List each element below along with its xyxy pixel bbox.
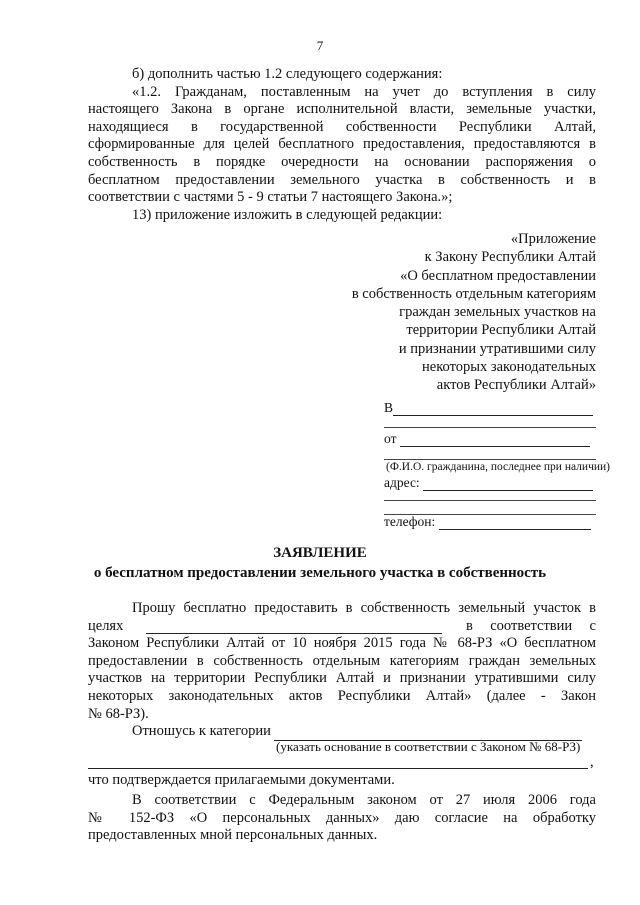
consent-line: В соответствии с Федеральным законом от 27 июля 2006 года xyxy=(132,792,596,808)
appendix-line: к Закону Республики Алтай xyxy=(424,249,596,266)
to-field[interactable] xyxy=(393,401,593,416)
from-row xyxy=(384,431,596,447)
appendix-line: «О бесплатном предоставлении xyxy=(400,267,596,284)
consent-line-last: предоставленных мной персональных данных. xyxy=(88,827,378,844)
to-field-line-2[interactable] xyxy=(384,427,596,428)
quote-line: «1.2. Гражданам, поставленным на учет до вступления в силу xyxy=(132,83,596,100)
phone-field[interactable] xyxy=(439,515,591,530)
item-13-line: 13) приложение изложить в следующей редакции: xyxy=(132,206,443,223)
to-label: В xyxy=(384,400,394,415)
purpose-field[interactable] xyxy=(146,618,442,634)
appendix-line: территории Республики Алтай xyxy=(406,322,596,339)
request-purpose-row xyxy=(88,618,596,636)
consent-paragraph xyxy=(88,792,596,845)
request-line: Законом Республики Алтай от 10 ноября 2015 года № 68-РЗ «О бесплатном xyxy=(88,635,596,652)
request-line: Прошу бесплатно предоставить в собственность земельный участок в xyxy=(132,600,596,616)
request-line: участков на территории Республики Алтай и признании утратившими силу xyxy=(88,670,596,687)
phone-label: телефон: xyxy=(384,514,436,529)
request-line: предоставлении в собственность отдельным категориям граждан земельных xyxy=(88,652,596,669)
quote-line: настоящего Закона в органе исполнительной власти, земельные участки, xyxy=(88,101,596,118)
appendix-line: граждан земельных участков на xyxy=(399,304,596,321)
appendix-line: в собственность отдельным категориям xyxy=(351,285,596,302)
category-row xyxy=(88,723,596,741)
appendix-line: «Приложение xyxy=(510,231,596,247)
address-row xyxy=(384,475,596,491)
quoted-part-1-2 xyxy=(88,84,596,207)
to-row xyxy=(384,400,596,416)
request-line-last: № 68-РЗ). xyxy=(88,705,149,722)
appendix-line: некоторых законодательных xyxy=(422,359,596,376)
phone-row xyxy=(384,514,596,530)
consent-line: № 152-ФЗ «О персональных данных» даю согласие на обработку xyxy=(88,809,596,826)
category-caption: (указать основание в соответствии с Законом № 68-РЗ) xyxy=(276,739,581,754)
confirm-line: что подтверждается прилагаемыми документами. xyxy=(88,772,395,788)
application-subtitle: о бесплатном предоставлении земельного участка в собственность xyxy=(93,565,547,581)
purpose-label: целях xyxy=(88,617,124,634)
category-field-line-2[interactable] xyxy=(88,768,588,769)
appendix-line: актов Республики Алтай» xyxy=(436,377,596,394)
intro-block xyxy=(88,66,596,224)
application-title: ЗАЯВЛЕНИЕ xyxy=(273,545,367,561)
from-field-line-2[interactable] xyxy=(384,459,596,460)
request-paragraph xyxy=(88,600,596,723)
from-field[interactable] xyxy=(400,432,590,447)
fio-caption: (Ф.И.О. гражданина, последнее при наличии) xyxy=(386,461,610,473)
quote-line: бесплатном предоставлении земельного участка в собственность и в xyxy=(88,171,596,188)
appendix-line: и признании утратившими силу xyxy=(398,340,596,357)
purpose-tail: в соответствии с xyxy=(466,617,596,634)
quote-line-last: соответствии с частями 5 - 9 статьи 7 настоящего Закона.»; xyxy=(88,189,453,206)
category-comma: , xyxy=(590,754,594,770)
from-label: от xyxy=(384,431,397,446)
appendix-header xyxy=(352,230,596,395)
quote-line: собственность в порядке очередности на основании распоряжения о xyxy=(88,153,596,170)
quote-line: сформированные для целей бесплатного предоставления, предоставляются в xyxy=(88,136,596,153)
quote-line: находящиеся в государственной собственности Республики Алтай, xyxy=(88,118,596,135)
address-field[interactable] xyxy=(423,476,593,491)
request-line: некоторых законодательных актов Республики Алтай» (далее - Закон xyxy=(88,687,596,704)
address-label: адрес: xyxy=(384,475,420,490)
amendment-b-line: б) дополнить частью 1.2 следующего содержания: xyxy=(132,66,443,82)
address-field-line-2[interactable] xyxy=(384,500,596,501)
page-number: 7 xyxy=(316,38,324,53)
category-label: Отношусь к категории xyxy=(132,723,271,739)
